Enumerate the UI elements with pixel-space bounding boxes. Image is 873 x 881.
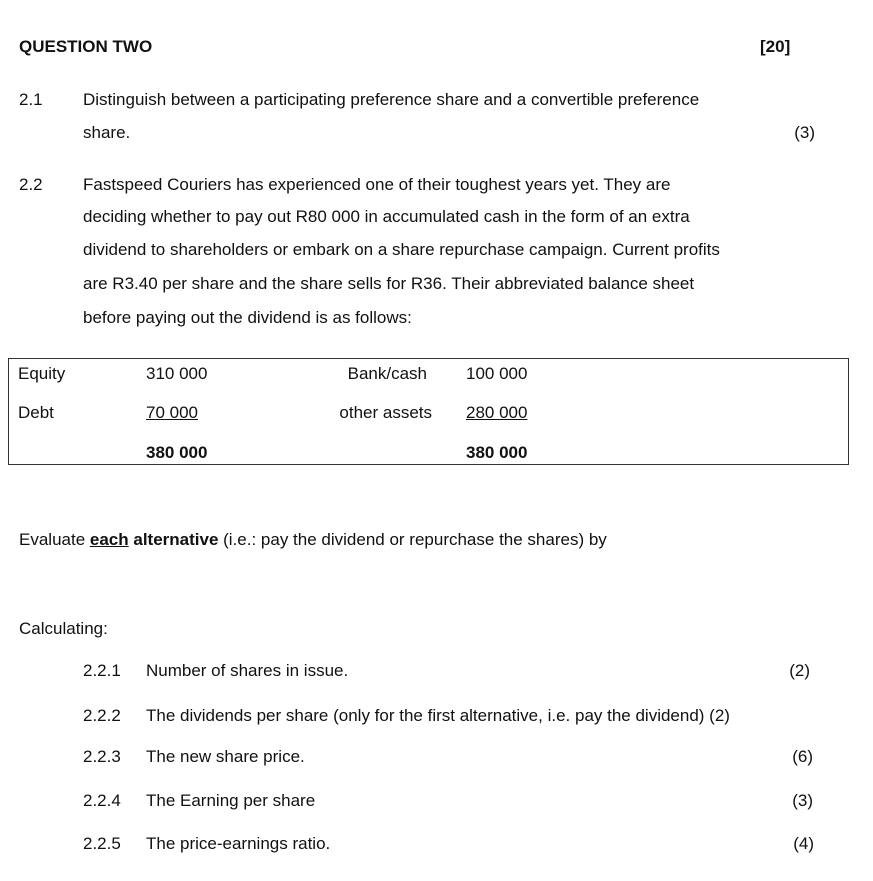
evaluate-alternative: alternative: [128, 530, 219, 549]
q2-2-number: 2.2: [19, 175, 43, 194]
q2-1-number: 2.1: [19, 90, 43, 109]
bs-other-assets-label: other assets: [339, 403, 432, 422]
bs-bank-cash-value: 100 000: [466, 364, 528, 383]
bs-equity-label: Equity: [18, 364, 66, 383]
bs-bank-cash-label: Bank/cash: [347, 364, 427, 383]
bs-total-right: 380 000: [466, 443, 528, 462]
evaluate-instruction: [19, 530, 607, 550]
sub-q-2-2-2-text: The dividends per share (only for the first alternative, i.e. pay the dividend) (2): [146, 706, 730, 725]
sub-q-2-2-1-marks: (2): [789, 661, 810, 680]
sub-q-2-2-4-text: The Earning per share: [146, 791, 316, 810]
q2-1-line-2: share.: [83, 123, 131, 142]
calculating-label: Calculating:: [19, 619, 108, 638]
sub-q-2-2-5-marks: (4): [793, 834, 814, 853]
sub-q-2-2-2-number: 2.2.2: [83, 706, 121, 725]
sub-q-2-2-4-marks: (3): [792, 791, 813, 810]
question-title: QUESTION TWO: [19, 37, 153, 56]
evaluate-prefix: Evaluate: [19, 530, 90, 549]
evaluate-suffix: (i.e.: pay the dividend or repurchase the shares) by: [218, 530, 607, 549]
question-total-marks: [20]: [760, 37, 791, 56]
q2-2-line-5: before paying out the dividend is as follows:: [83, 308, 412, 327]
sub-q-2-2-3-number: 2.2.3: [83, 747, 121, 766]
bs-equity-value: 310 000: [146, 364, 208, 383]
sub-q-2-2-1-text: Number of shares in issue.: [146, 661, 349, 680]
sub-q-2-2-5-text: The price-earnings ratio.: [146, 834, 331, 853]
bs-debt-value: 70 000: [146, 403, 198, 422]
sub-q-2-2-4-number: 2.2.4: [83, 791, 121, 810]
sub-q-2-2-3-text: The new share price.: [146, 747, 305, 766]
sub-q-2-2-3-marks: (6): [792, 747, 813, 766]
sub-q-2-2-5-number: 2.2.5: [83, 834, 121, 853]
bs-debt-label: Debt: [18, 403, 54, 422]
sub-q-2-2-1-number: 2.2.1: [83, 661, 121, 680]
bs-total-left: 380 000: [146, 443, 208, 462]
q2-2-line-4: are R3.40 per share and the share sells for R36. Their abbreviated balance sheet: [83, 274, 695, 293]
q2-1-line-1: Distinguish between a participating preference share and a convertible preference: [83, 90, 700, 109]
evaluate-each: each: [89, 530, 129, 549]
q2-2-line-2: deciding whether to pay out R80 000 in accumulated cash in the form of an extra: [83, 207, 690, 226]
q2-2-line-1: Fastspeed Couriers has experienced one of their toughest years yet. They are: [83, 175, 671, 194]
q2-1-marks: (3): [794, 123, 815, 142]
q2-2-line-3: dividend to shareholders or embark on a share repurchase campaign. Current profits: [83, 240, 720, 259]
bs-other-assets-value: 280 000: [466, 403, 528, 422]
